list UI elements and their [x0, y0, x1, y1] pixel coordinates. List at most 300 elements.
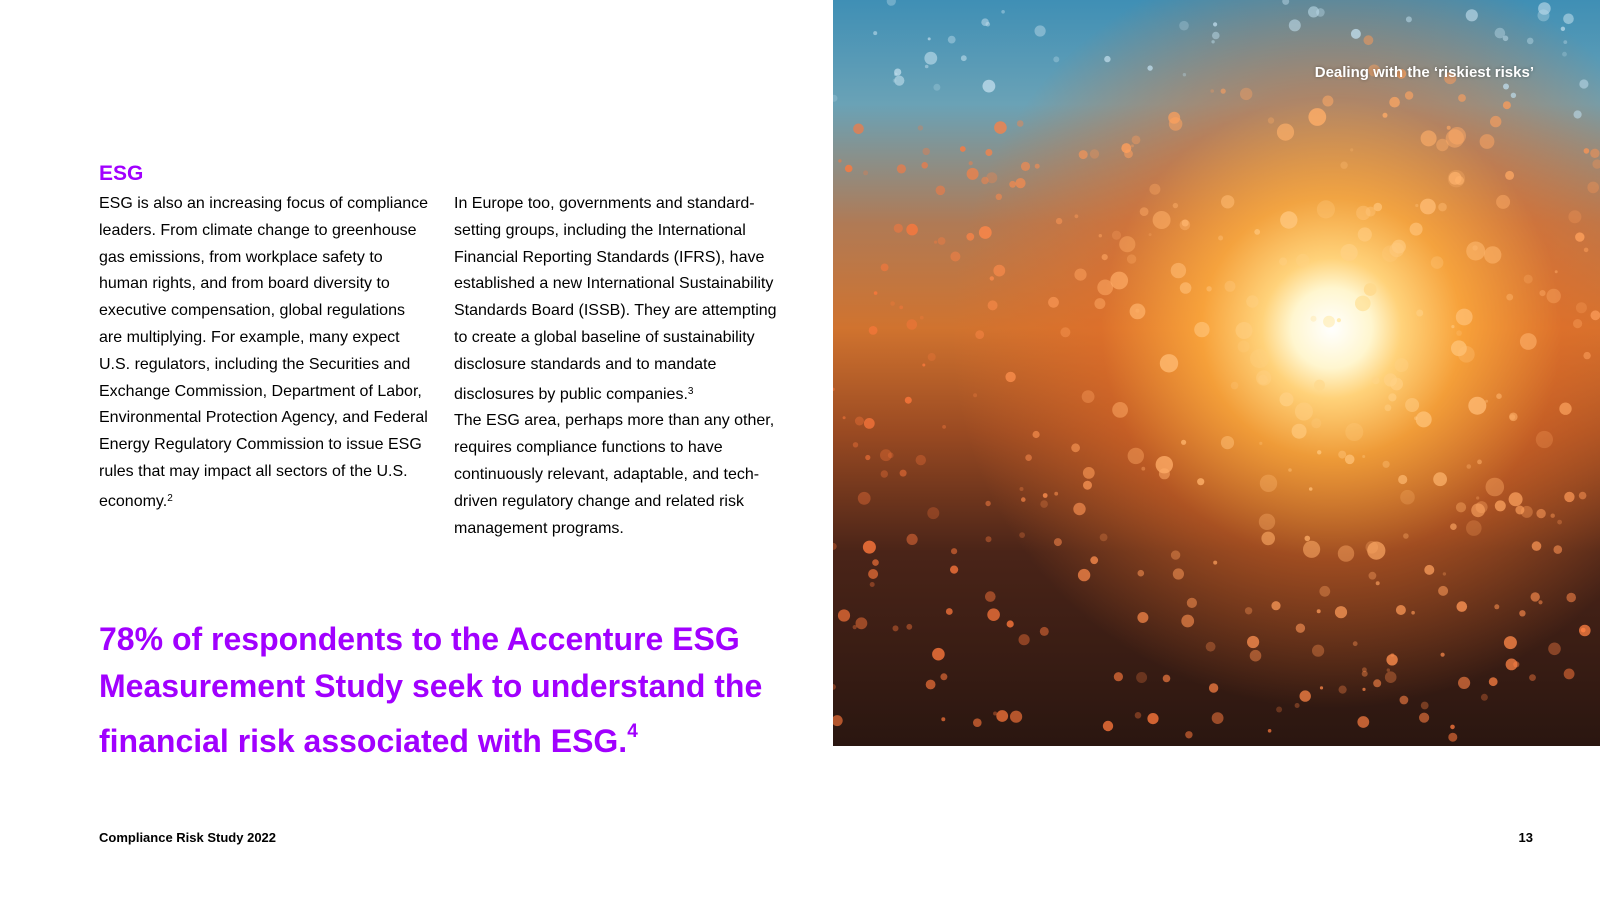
raindrop — [1025, 454, 1032, 461]
raindrop — [1309, 487, 1313, 491]
raindrop — [1206, 286, 1211, 291]
right-paragraph-1 — [454, 191, 784, 408]
raindrop — [1280, 392, 1294, 406]
raindrop — [890, 301, 895, 306]
raindrop — [870, 582, 875, 587]
raindrop — [1308, 108, 1326, 126]
raindrop — [1212, 712, 1224, 724]
raindrop — [1406, 16, 1412, 22]
raindrop — [1247, 636, 1259, 648]
raindrop — [1584, 248, 1589, 253]
raindrop — [1457, 601, 1468, 612]
raindrop — [1513, 661, 1519, 667]
raindrop — [960, 146, 966, 152]
raindrop — [1503, 101, 1511, 109]
raindrop — [1114, 672, 1123, 681]
raindrop — [1181, 440, 1186, 445]
raindrop — [1416, 411, 1432, 427]
raindrop — [1071, 443, 1080, 452]
raindrop — [894, 76, 904, 86]
raindrop — [1481, 694, 1488, 701]
raindrop — [1388, 393, 1396, 401]
raindrop — [1496, 393, 1502, 399]
raindrop — [1385, 671, 1397, 683]
raindrop — [1480, 134, 1495, 149]
raindrop — [994, 121, 1007, 134]
raindrop — [923, 148, 930, 155]
raindrop — [1350, 148, 1353, 151]
raindrop — [1519, 610, 1525, 616]
raindrop — [1183, 73, 1186, 76]
raindrop — [1579, 492, 1587, 500]
raindrop — [1373, 679, 1381, 687]
raindrop — [1583, 352, 1590, 359]
raindrop — [833, 543, 837, 550]
raindrop — [1411, 611, 1415, 615]
raindrop — [981, 177, 988, 184]
raindrop — [1021, 497, 1026, 502]
raindrop — [936, 186, 946, 196]
raindrop — [1300, 690, 1311, 701]
raindrop — [1448, 733, 1457, 742]
raindrop — [1001, 10, 1005, 14]
raindrop — [1017, 120, 1024, 127]
raindrop — [1554, 545, 1563, 554]
raindrop — [1254, 229, 1260, 235]
raindrop — [1458, 677, 1470, 689]
raindrop — [881, 264, 889, 272]
raindrop — [1357, 716, 1369, 728]
raindrop — [1132, 136, 1141, 145]
raindrop — [1376, 581, 1380, 585]
raindrop — [1007, 620, 1014, 627]
raindrop — [853, 124, 864, 135]
raindrop — [1268, 117, 1274, 123]
raindrop — [1486, 478, 1505, 497]
raindrop — [1323, 316, 1335, 328]
left-paragraph-text: ESG is also an increasing focus of compliance leaders. From climate change to greenhouse gas emissions, from workplace safety to human rights, and from board diversity to executive compensation, global regulations are multiplying. For example, many expect U.S. regulators, including the Securities and Exchange Commission, Department of Labor, Environmental Protection Agency, and Federal Energy Regulatory Commission to issue ESG rules that may impact all sectors of the U.S. economy. — [99, 195, 429, 510]
raindrop — [985, 591, 996, 602]
raindrop — [918, 125, 923, 130]
raindrop — [1458, 346, 1475, 363]
raindrop — [1213, 561, 1217, 565]
raindrop — [969, 161, 973, 165]
raindrop — [868, 569, 878, 579]
raindrop — [946, 608, 953, 615]
raindrop — [1079, 150, 1088, 159]
raindrop — [1261, 532, 1275, 546]
raindrop — [1403, 533, 1409, 539]
raindrop — [1345, 423, 1363, 441]
left-text-column — [99, 191, 429, 516]
raindrop — [865, 455, 870, 460]
raindrop — [1179, 21, 1189, 31]
raindrop — [894, 69, 901, 76]
raindrop — [1495, 500, 1506, 511]
raindrop — [1568, 210, 1581, 223]
raindrop — [986, 22, 991, 27]
raindrop — [1221, 436, 1234, 449]
raindrop — [990, 276, 994, 280]
section-label: Dealing with the ‘riskiest risks’ — [1314, 64, 1534, 81]
raindrop — [1187, 598, 1197, 608]
raindrop — [1171, 550, 1180, 559]
raindrop — [1451, 325, 1454, 328]
raindrop — [942, 425, 946, 429]
raindrop — [1005, 372, 1015, 382]
raindrop — [1438, 586, 1448, 596]
raindrop — [907, 319, 918, 330]
raindrop — [996, 194, 1002, 200]
raindrop — [1419, 713, 1429, 723]
raindrop — [961, 55, 967, 61]
raindrop — [887, 0, 896, 6]
raindrop — [979, 226, 992, 239]
raindrop — [1173, 568, 1184, 579]
raindrop — [1147, 713, 1158, 724]
raindrop — [1020, 487, 1024, 491]
raindrop — [1102, 254, 1108, 260]
raindrop — [1040, 627, 1049, 636]
raindrop — [1128, 448, 1144, 464]
raindrop — [1295, 703, 1300, 708]
raindrop — [1292, 424, 1307, 439]
raindrop — [838, 159, 841, 162]
raindrop — [1466, 9, 1478, 21]
raindrop — [928, 353, 936, 361]
raindrop — [1246, 295, 1258, 307]
raindrop — [1520, 333, 1537, 350]
raindrop — [1338, 451, 1346, 459]
raindrop — [833, 684, 836, 690]
raindrop — [833, 95, 838, 102]
raindrop — [1053, 56, 1059, 62]
raindrop — [1421, 130, 1437, 146]
raindrop — [1364, 35, 1374, 45]
raindrop — [1447, 126, 1451, 130]
raindrop — [1510, 414, 1516, 420]
raindrop — [1477, 460, 1482, 465]
raindrop — [1288, 468, 1292, 472]
raindrop — [1260, 475, 1277, 492]
raindrop — [1441, 653, 1445, 657]
raindrop — [1256, 370, 1271, 385]
raindrop — [1421, 702, 1429, 710]
footer-title: Compliance Risk Study 2022 — [99, 830, 277, 845]
raindrop — [1456, 330, 1462, 336]
raindrop — [1048, 297, 1059, 308]
footnote-marker: 3 — [687, 385, 694, 397]
raindrop — [1395, 358, 1409, 372]
raindrop — [1575, 232, 1584, 241]
raindrop — [948, 36, 956, 44]
raindrop — [1353, 641, 1358, 646]
raindrop — [924, 52, 937, 65]
raindrop — [1240, 88, 1252, 100]
raindrop — [1135, 712, 1142, 719]
raindrop — [872, 559, 879, 566]
raindrop — [1210, 89, 1214, 93]
section-heading: ESG — [99, 162, 144, 185]
raindrop — [1449, 172, 1462, 185]
raindrop — [1082, 390, 1095, 403]
raindrop — [1282, 0, 1289, 5]
raindrop — [1555, 270, 1558, 273]
raindrop — [1536, 509, 1545, 518]
raindrop — [1579, 79, 1588, 88]
raindrop — [907, 534, 918, 545]
raindrop — [1420, 199, 1436, 215]
raindrop — [1527, 38, 1534, 45]
raindrop — [1339, 686, 1347, 694]
raindrop — [858, 492, 871, 505]
raindrop — [993, 265, 1005, 277]
raindrop — [1467, 464, 1472, 469]
raindrop — [1312, 645, 1324, 657]
footnote-marker: 4 — [627, 721, 638, 742]
raindrop — [1099, 234, 1102, 237]
raindrop — [1505, 171, 1514, 180]
raindrop — [853, 442, 858, 447]
raindrop — [951, 548, 957, 554]
right-text-column — [454, 191, 784, 542]
raindrop — [1075, 214, 1079, 218]
raindrop — [1489, 677, 1498, 686]
raindrop — [1218, 236, 1223, 241]
raindrop — [1366, 541, 1379, 554]
raindrop — [1392, 240, 1406, 254]
raindrop — [1317, 609, 1321, 613]
raindrop — [1056, 218, 1062, 224]
raindrop — [899, 306, 903, 310]
raindrop — [1212, 32, 1220, 40]
raindrop — [1509, 492, 1523, 506]
raindrop — [1054, 538, 1062, 546]
raindrop — [1590, 149, 1599, 158]
raindrop — [1211, 40, 1214, 43]
raindrop — [1259, 442, 1262, 445]
raindrop — [1355, 296, 1371, 312]
raindrop — [1532, 541, 1542, 551]
raindrop — [1035, 164, 1040, 169]
raindrop — [950, 566, 958, 574]
raindrop — [1171, 263, 1186, 278]
raindrop — [1547, 289, 1561, 303]
raindrop — [932, 648, 945, 661]
raindrop — [1431, 256, 1444, 269]
raindrop — [922, 364, 925, 367]
raindrop — [1564, 492, 1574, 502]
raindrop — [986, 536, 992, 542]
raindrop — [1458, 94, 1466, 102]
raindrop — [1112, 231, 1121, 240]
raindrop — [925, 65, 929, 69]
raindrop — [1340, 162, 1347, 169]
raindrop — [1130, 304, 1146, 320]
raindrop — [1103, 721, 1113, 731]
raindrop — [1424, 565, 1434, 575]
raindrop — [927, 507, 939, 519]
raindrop — [906, 224, 918, 236]
raindrop — [1311, 418, 1321, 428]
raindrop — [1259, 514, 1275, 530]
raindrop — [973, 718, 982, 727]
raindrop — [863, 541, 876, 554]
raindrop — [1551, 514, 1555, 518]
raindrop — [1490, 116, 1501, 127]
raindrop — [1383, 113, 1388, 118]
raindrop — [934, 241, 937, 244]
raindrop — [985, 501, 990, 506]
raindrop — [940, 673, 947, 680]
raindrop — [1119, 236, 1135, 252]
raindrop — [950, 252, 960, 262]
raindrop — [1466, 520, 1482, 536]
raindrop — [1433, 472, 1447, 486]
raindrop — [1369, 572, 1377, 580]
raindrop — [873, 31, 877, 35]
right-paragraph-1-text: In Europe too, governments and standard-setting groups, including the International Financial Reporting Standards (IFRS), have established a new International Sustainability Standards Board (ISSB). They are attempting to create a global baseline of sustainability disclosure standards and to mandate disclosures by public companies. — [454, 195, 777, 403]
raindrop — [1127, 254, 1136, 263]
raindrop — [1185, 731, 1192, 738]
raindrop — [988, 300, 998, 310]
raindrop — [1009, 181, 1016, 188]
raindrop — [996, 710, 1008, 722]
raindrop — [1136, 672, 1147, 683]
raindrop — [1074, 269, 1086, 281]
raindrop — [1566, 593, 1576, 603]
raindrop — [1385, 404, 1392, 411]
raindrop — [1149, 184, 1160, 195]
raindrop — [973, 393, 977, 397]
raindrop — [1040, 500, 1048, 508]
raindrop — [838, 609, 850, 621]
raindrop — [1033, 431, 1040, 438]
raindrop — [1538, 600, 1542, 604]
raindrop — [1591, 310, 1600, 320]
raindrop — [1362, 688, 1365, 691]
raindrop — [1456, 502, 1466, 512]
raindrop — [900, 470, 907, 477]
raindrop — [1271, 601, 1280, 610]
raindrop — [1147, 65, 1152, 70]
raindrop — [1280, 211, 1297, 228]
raindrop — [1112, 402, 1128, 418]
raindrop — [1584, 148, 1590, 154]
page-number: 13 — [1518, 830, 1533, 845]
raindrop — [1010, 711, 1022, 723]
raindrop — [941, 717, 945, 721]
raindrop — [1581, 628, 1586, 633]
raindrop — [894, 224, 903, 233]
raindrop — [1104, 56, 1110, 62]
raindrop — [1503, 36, 1509, 42]
raindrop — [881, 470, 888, 477]
raindrop — [1548, 643, 1561, 656]
raindrop — [1405, 398, 1419, 412]
raindrop — [920, 316, 924, 320]
raindrop — [1515, 506, 1524, 515]
raindrop — [1021, 162, 1030, 171]
raindrop — [1043, 493, 1048, 498]
raindrop — [1238, 341, 1250, 353]
raindrop — [1221, 195, 1234, 208]
raindrop — [905, 397, 912, 404]
raindrop — [1559, 403, 1571, 415]
raindrop — [1563, 13, 1574, 24]
raindrop — [983, 80, 996, 93]
raindrop — [1168, 112, 1180, 124]
raindrop — [1060, 327, 1070, 337]
raindrop — [1341, 244, 1358, 261]
raindrop — [985, 149, 992, 156]
raindrop — [1078, 569, 1090, 581]
raindrop — [1384, 373, 1397, 386]
raindrop — [906, 624, 912, 630]
raindrop — [1511, 93, 1516, 98]
raindrop — [1221, 89, 1226, 94]
raindrop — [1524, 275, 1533, 284]
raindrop — [1494, 604, 1499, 609]
raindrop — [1362, 671, 1368, 677]
raindrop — [1296, 624, 1305, 633]
raindrop — [1387, 668, 1390, 671]
raindrop — [933, 84, 940, 91]
raindrop — [1180, 282, 1192, 294]
raindrop — [1035, 25, 1046, 36]
raindrop — [966, 233, 974, 241]
raindrop — [1090, 556, 1098, 564]
raindrop — [1456, 309, 1473, 326]
raindrop — [1319, 586, 1330, 597]
raindrop — [1250, 349, 1269, 368]
raindrop — [1415, 204, 1418, 207]
raindrop — [1225, 281, 1236, 292]
raindrop — [1276, 707, 1282, 713]
raindrop — [928, 37, 931, 40]
raindrop — [1311, 316, 1317, 322]
raindrop — [1471, 503, 1485, 517]
raindrop — [1400, 490, 1415, 505]
raindrop — [863, 170, 868, 175]
raindrop — [1316, 8, 1325, 17]
raindrop — [1245, 607, 1252, 614]
raindrop — [1206, 642, 1216, 652]
raindrop — [1438, 203, 1447, 212]
raindrop — [1539, 290, 1545, 296]
raindrop — [1386, 654, 1397, 665]
raindrop — [975, 330, 984, 339]
raindrop — [1335, 606, 1347, 618]
stat-callout-text: 78% of respondents to the Accenture ESG Measurement Study seek to understand the financial risk associated with ESG. — [99, 621, 763, 759]
raindrop — [1181, 615, 1194, 628]
raindrop — [1173, 203, 1178, 208]
raindrop — [1563, 40, 1567, 44]
raindrop — [1073, 503, 1085, 515]
raindrop — [1194, 322, 1209, 337]
raindrop — [1209, 683, 1218, 692]
raindrop — [1443, 572, 1446, 575]
raindrop — [1337, 318, 1341, 322]
raindrop — [1131, 144, 1134, 147]
raindrop — [1574, 110, 1582, 118]
raindrop — [1587, 182, 1599, 194]
raindrop — [1289, 19, 1301, 31]
raindrop — [1506, 294, 1513, 301]
raindrop — [921, 162, 928, 169]
raindrop — [1561, 27, 1565, 31]
raindrop — [1213, 22, 1217, 26]
